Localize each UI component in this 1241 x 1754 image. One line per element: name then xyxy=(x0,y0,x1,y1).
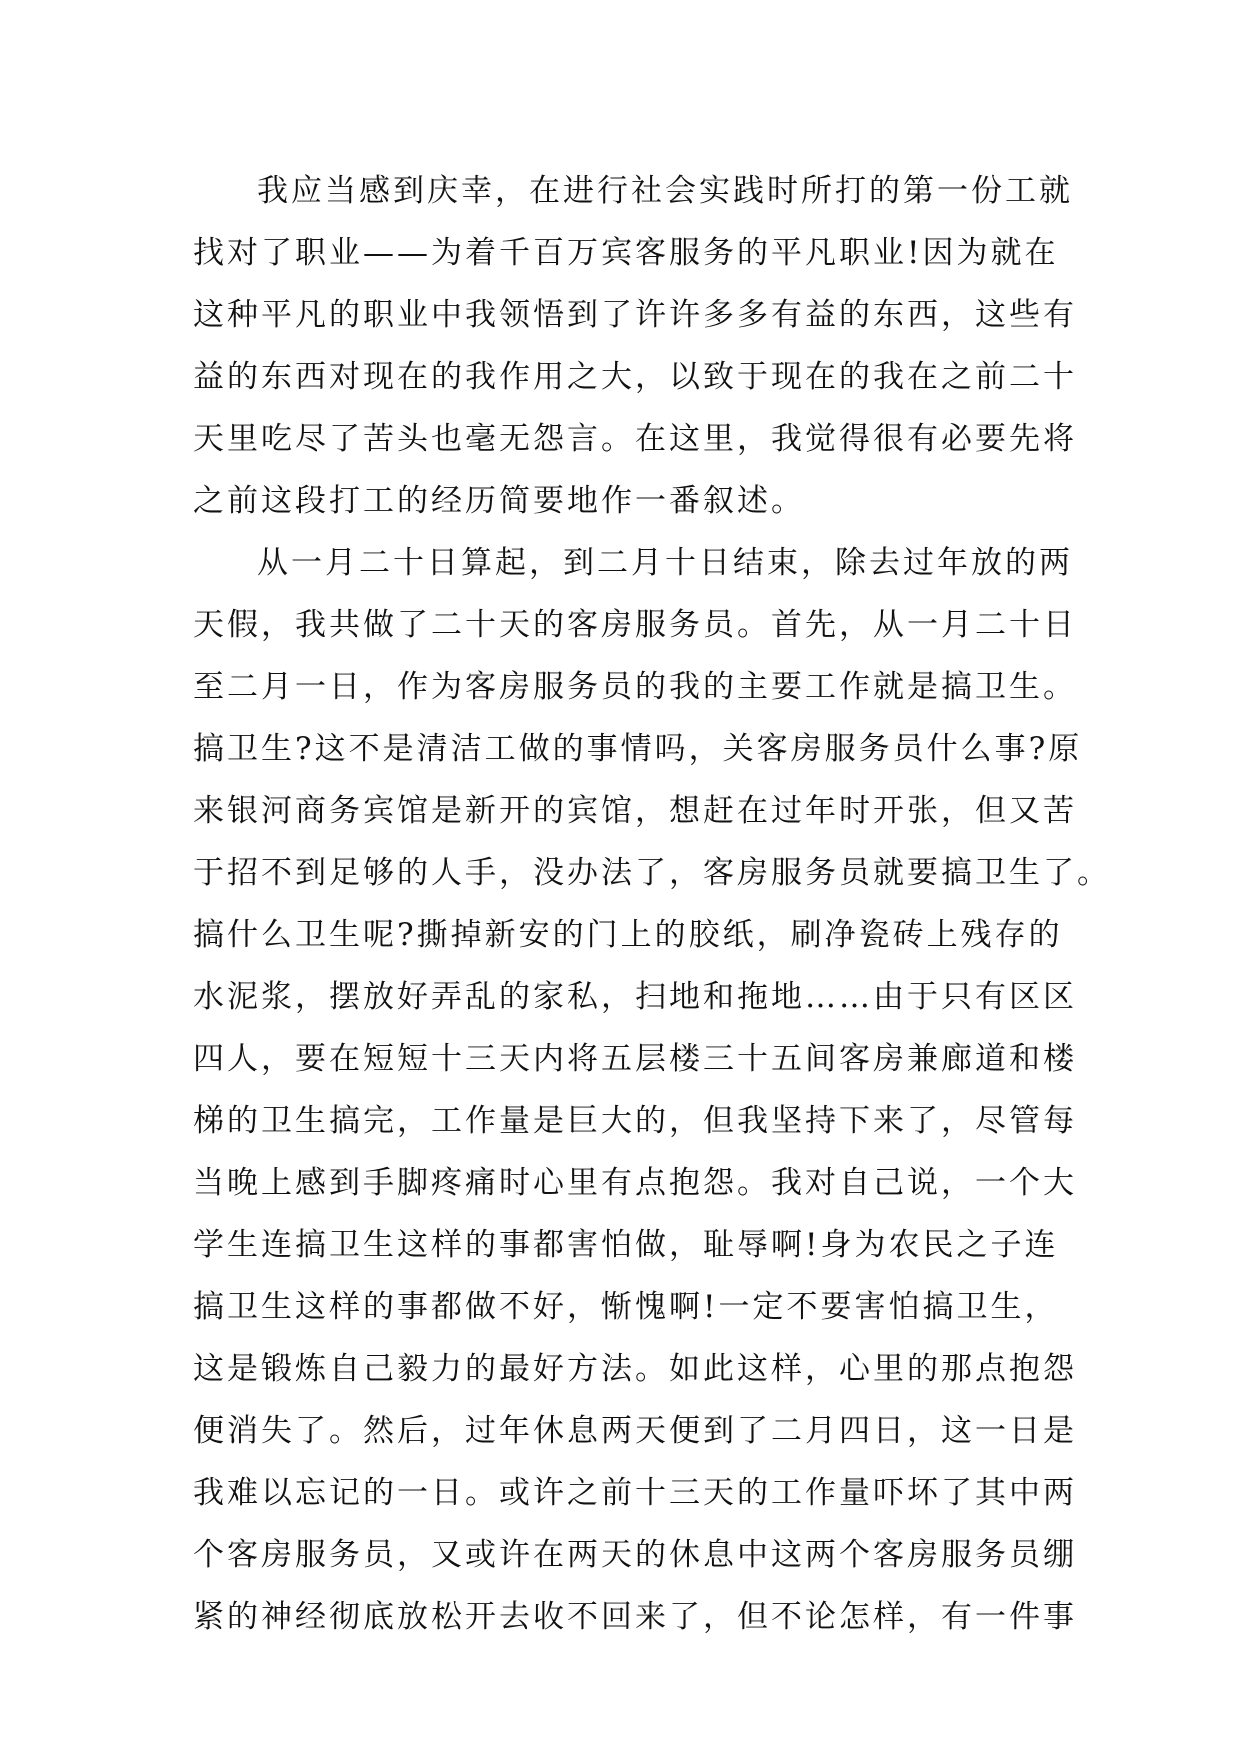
text-line: 个客房服务员，又或许在两天的休息中这两个客房服务员绷 xyxy=(193,1537,1077,1573)
paragraph-2 xyxy=(193,532,1111,1648)
text-line: 找对了职业——为着千百万宾客服务的平凡职业!因为就在 xyxy=(193,235,1059,271)
text-line: 来银河商务宾馆是新开的宾馆，想赶在过年时开张，但又苦 xyxy=(193,793,1077,829)
text-line: 搞卫生?这不是清洁工做的事情吗，关客房服务员什么事?原 xyxy=(193,731,1083,767)
text-line: 梯的卫生搞完，工作量是巨大的，但我坚持下来了，尽管每 xyxy=(193,1103,1077,1139)
text-line: 于招不到足够的人手，没办法了，客房服务员就要搞卫生了。 xyxy=(193,855,1111,891)
text-line: 天里吃尽了苦头也毫无怨言。在这里，我觉得很有必要先将 xyxy=(193,421,1077,457)
paragraph-1 xyxy=(193,160,1077,532)
text-line: 学生连搞卫生这样的事都害怕做，耻辱啊!身为农民之子连 xyxy=(193,1227,1059,1263)
text-line: 我难以忘记的一日。或许之前十三天的工作量吓坏了其中两 xyxy=(193,1475,1077,1511)
text-line: 四人，要在短短十三天内将五层楼三十五间客房兼廊道和楼 xyxy=(193,1041,1077,1077)
text-line: 搞什么卫生呢?撕掉新安的门上的胶纸，刷净瓷砖上残存的 xyxy=(193,917,1063,953)
text-line: 搞卫生这样的事都做不好，惭愧啊!一定不要害怕搞卫生， xyxy=(193,1289,1059,1325)
text-line: 至二月一日，作为客房服务员的我的主要工作就是搞卫生。 xyxy=(193,669,1077,705)
text-line: 这种平凡的职业中我领悟到了许许多多有益的东西，这些有 xyxy=(193,297,1077,333)
text-line: 当晚上感到手脚疼痛时心里有点抱怨。我对自己说，一个大 xyxy=(193,1165,1077,1201)
document-body xyxy=(193,160,1111,1648)
text-line: 天假，我共做了二十天的客房服务员。首先，从一月二十日 xyxy=(193,607,1077,643)
text-line: 我应当感到庆幸，在进行社会实践时所打的第一份工就 xyxy=(257,173,1073,209)
text-line: 紧的神经彻底放松开去收不回来了，但不论怎样，有一件事 xyxy=(193,1599,1077,1635)
text-line: 便消失了。然后，过年休息两天便到了二月四日，这一日是 xyxy=(193,1413,1077,1449)
text-line: 之前这段打工的经历简要地作一番叙述。 xyxy=(193,483,805,519)
text-line: 这是锻炼自己毅力的最好方法。如此这样，心里的那点抱怨 xyxy=(193,1351,1077,1387)
text-line: 益的东西对现在的我作用之大，以致于现在的我在之前二十 xyxy=(193,359,1077,395)
text-line: 水泥浆，摆放好弄乱的家私，扫地和拖地……由于只有区区 xyxy=(193,979,1077,1015)
text-line: 从一月二十日算起，到二月十日结束，除去过年放的两 xyxy=(257,545,1073,581)
